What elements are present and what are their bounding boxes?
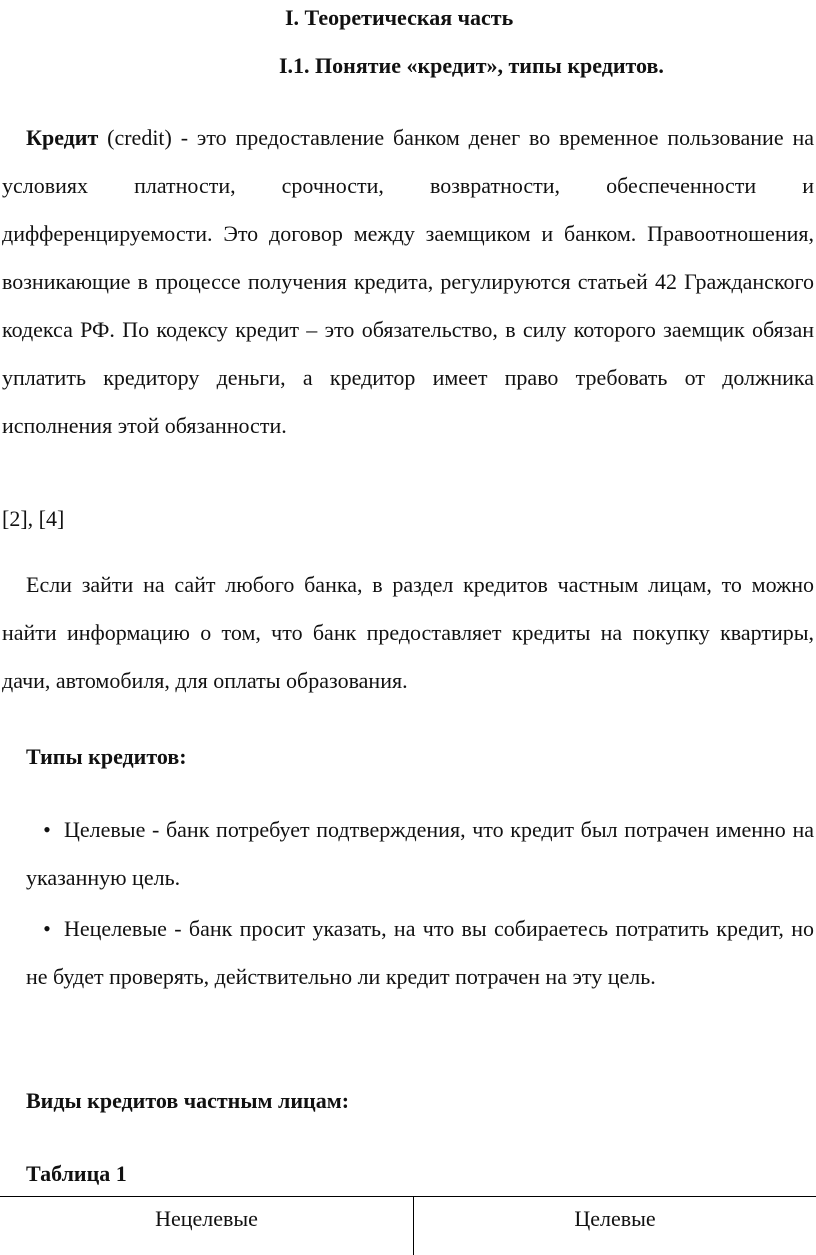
definition-text: (credit) - это предоставление банком денег во временное пользование на условиях платности, срочности, возвратности, обеспеченности и дифференцируемости. Это договор между заемщиком и банком. Правоотношения, возникающие в процессе получения кредита, регулируются статьей 42 Гражданского кодекса РФ. По кодексу кредит – это обязательство, в силу которого заемщик обязан уплатить кредитору деньги, а кредитор имеет право требовать от должника исполнения этой обязанности. [2,125,814,438]
definition-paragraph [2,114,814,450]
section-title: I.1. Понятие «кредит», типы кредитов. [279,53,664,78]
loan-types-table [0,1196,816,1255]
private-loans-heading: Виды кредитов частным лицам: [26,1088,350,1113]
bullet-icon: • [43,916,51,941]
bullet-icon: • [43,817,51,842]
list-item-text: Целевые - банк потребует подтверждения, что кредит был потрачен именно на указанную цель. [26,817,814,890]
table-caption: Таблица 1 [26,1161,127,1186]
intro-paragraph: Если зайти на сайт любого банка, в раздел кредитов частным лицам, то можно найти информацию о том, что банк предоставляет кредиты на покупку квартиры, дачи, автомобиля, для оплаты образования. [2,572,814,693]
list-item [26,806,814,902]
definition-term: Кредит [26,125,99,150]
references: [2], [4] [2,506,65,531]
types-heading: Типы кредитов: [26,744,187,769]
chapter-title: I. Теоретическая часть [285,5,514,30]
list-item-text: Нецелевые - банк просит указать, на что вы собираетесь потратить кредит, но не будет проверять, действительно ли кредит потрачен на эту цель. [26,916,814,989]
table-header-cell: Нецелевые [0,1197,414,1255]
table-header-cell: Целевые [574,1206,656,1231]
list-item [26,905,814,1001]
